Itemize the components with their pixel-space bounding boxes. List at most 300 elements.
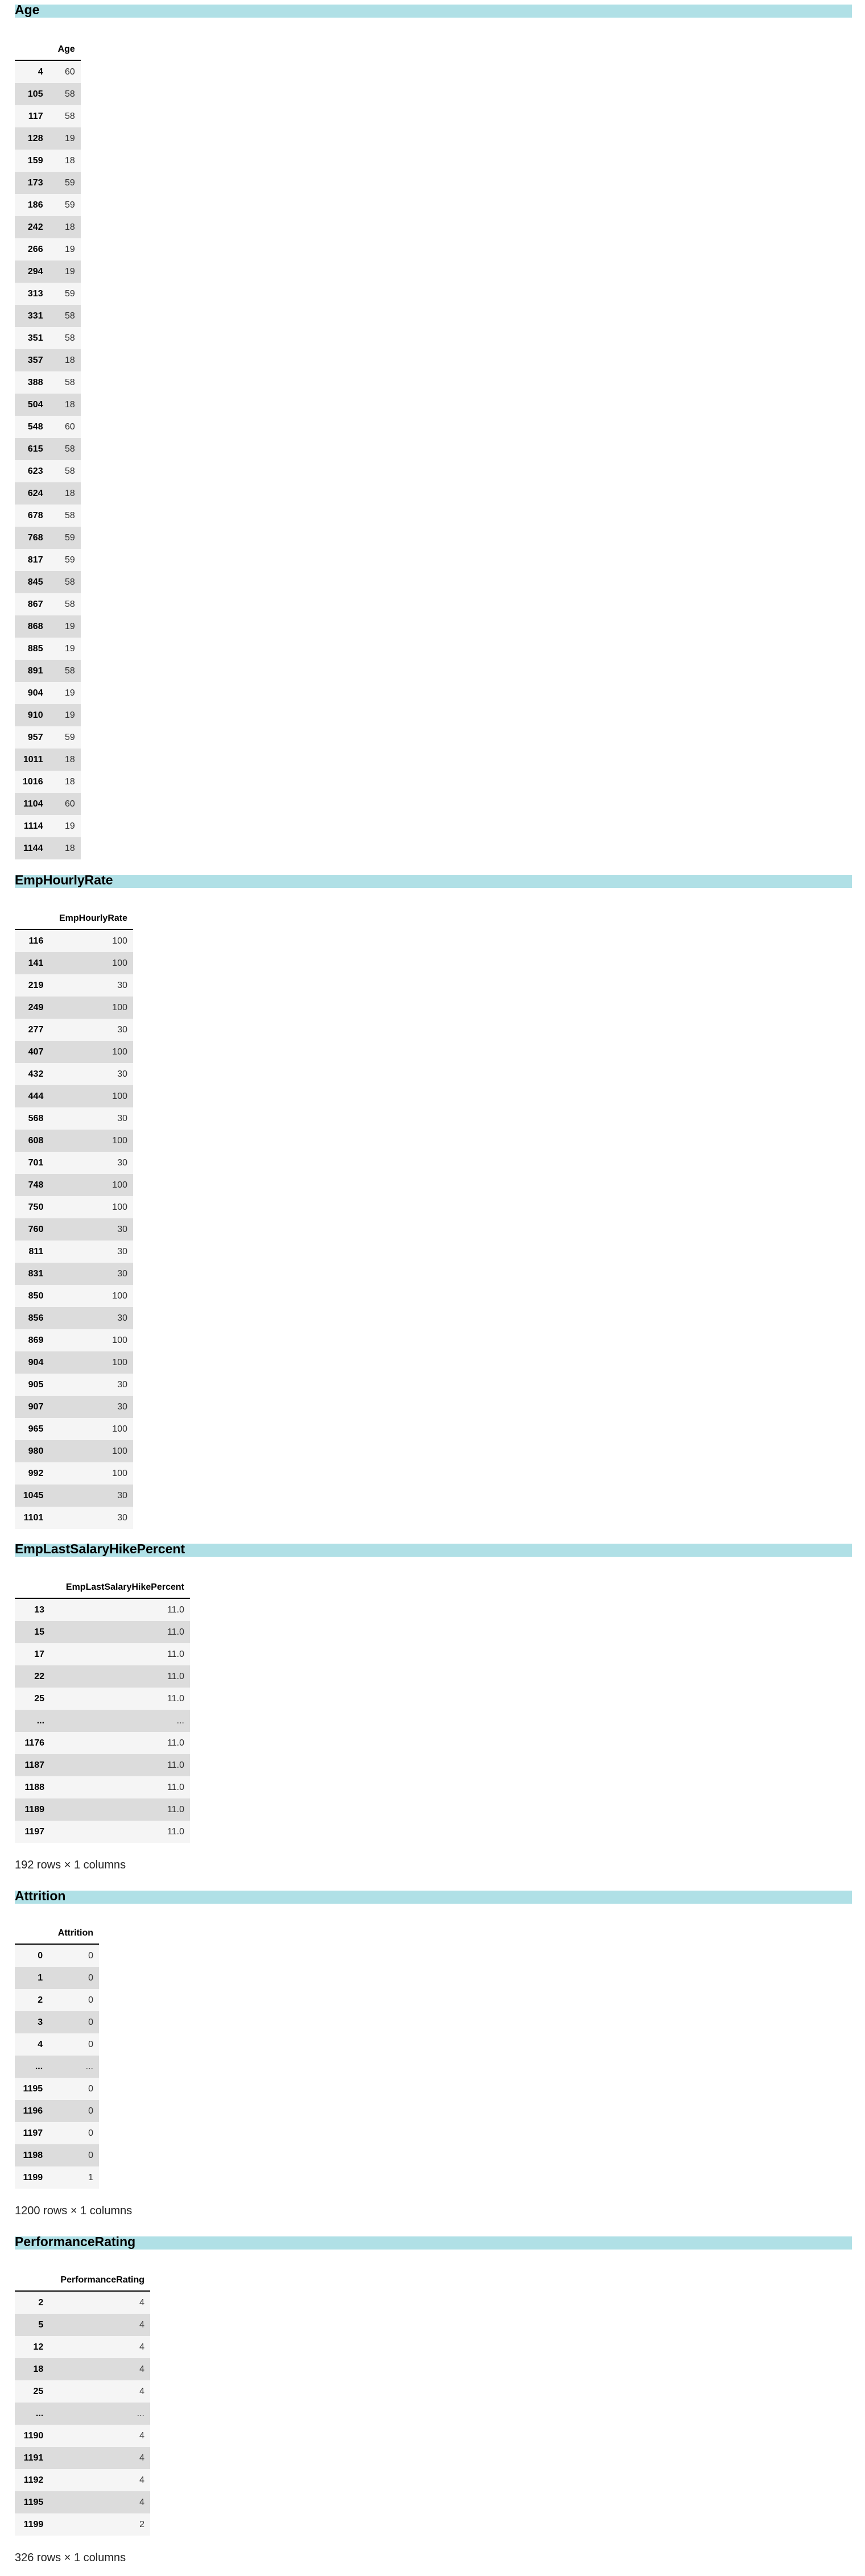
cell-value: 0 [88,2083,93,2094]
dataframe-table [15,1922,99,2189]
table-row [15,394,81,416]
row-index: 891 [27,665,43,676]
table-row [15,2469,150,2491]
row-index: 4 [38,67,43,77]
table-row [15,974,133,997]
cell-value: ... [176,1715,184,1726]
table-row [15,349,81,371]
table-row [15,60,81,83]
table-row [15,660,81,682]
cell-value: 0 [88,1995,93,2005]
cell-value: 18 [65,843,75,853]
row-index: 869 [28,1335,44,1345]
table-row [15,593,81,615]
row-index: 623 [27,466,43,476]
cell-value: 100 [112,1468,127,1478]
section-header-bar [15,5,852,18]
table-row [15,1598,190,1621]
cell-value: 11.0 [167,1738,184,1748]
row-index: 22 [34,1671,45,1681]
cell-value: 59 [65,200,75,210]
row-index: 1011 [23,754,43,764]
table-row [15,1374,133,1396]
row-index: 905 [28,1379,44,1390]
table-row [15,1485,133,1507]
row-index: 25 [33,2386,44,2396]
cell-value: 58 [65,599,75,609]
row-index: 159 [27,155,43,166]
row-index: 1191 [23,2453,44,2463]
row-index: 25 [34,1693,45,1703]
table-row [15,749,81,771]
cell-value: 11.0 [167,1826,184,1837]
table-row [15,1196,133,1218]
table-row [15,1665,190,1688]
cell-value: 4 [139,2297,144,2308]
table-row [15,1107,133,1130]
table-row [15,726,81,749]
cell-value: 58 [65,333,75,343]
table-row [15,2447,150,2469]
cell-value: 0 [88,1950,93,1961]
table-row [15,238,81,261]
table-row [15,793,81,815]
table-row [15,2166,99,2189]
cell-value: ... [136,2408,144,2418]
row-index: 907 [28,1401,44,1412]
header-row [15,1922,99,1944]
table-row [15,371,81,394]
cell-value: 18 [65,355,75,365]
cell-value: 58 [65,311,75,321]
row-index: 1196 [23,2106,43,2116]
row-index: 1192 [23,2475,44,2485]
cell-value: 59 [65,532,75,543]
table-row [15,1041,133,1063]
table-row [15,460,81,482]
table-row [15,2380,150,2403]
table-row [15,1643,190,1665]
table-row [15,2033,99,2056]
row-index: 1104 [23,799,43,809]
table-row [15,2491,150,2513]
cell-value: 58 [65,510,75,520]
cell-value: 18 [65,399,75,410]
cell-value: 100 [112,1291,127,1301]
row-index: ... [36,1715,45,1726]
row-index: ... [35,2061,43,2071]
row-index: 432 [28,1069,44,1079]
dataframe-table [15,1577,190,1843]
table-row [15,2100,99,2122]
table-row [15,305,81,327]
cell-value: 100 [112,958,127,968]
row-index: 904 [27,688,43,698]
table-row [15,1174,133,1196]
table-row [15,2291,150,2314]
column-header: PerformanceRating [52,2269,150,2291]
table-row [15,482,81,505]
cell-value: 18 [65,155,75,166]
table-row [15,1989,99,2011]
cell-value: 19 [65,133,75,143]
row-index: 0 [38,1950,43,1961]
section-title: EmpHourlyRate [15,873,113,887]
row-index: 965 [28,1424,44,1434]
row-index: 957 [27,732,43,742]
cell-value: 58 [65,444,75,454]
dataframe-table [15,39,81,859]
row-index: 1189 [24,1804,45,1814]
row-index: 1197 [23,2128,43,2138]
table-row [15,638,81,660]
row-index: 1144 [23,843,43,853]
table-row [15,194,81,216]
row-index: 141 [28,958,44,968]
cell-value: 11.0 [167,1649,184,1659]
row-index: 1176 [24,1738,45,1748]
cell-value: 30 [117,1379,127,1390]
dataframe-table [15,2269,150,2536]
table-row [15,815,81,837]
cell-value: 58 [65,377,75,387]
table-row [15,997,133,1019]
row-index: 4 [38,2039,43,2049]
cell-value: 58 [65,89,75,99]
table-row [15,1218,133,1241]
column-header: Attrition [52,1922,99,1944]
cell-value: 11.0 [167,1605,184,1615]
cell-value: 100 [112,1047,127,1057]
row-index: 817 [27,555,43,565]
cell-value: 58 [65,665,75,676]
cell-value: 30 [117,980,127,990]
column-header: EmpLastSalaryHikePercent [53,1577,190,1598]
cell-value: 100 [112,936,127,946]
table-row [15,1063,133,1085]
cell-value: 2 [139,2519,144,2529]
cell-value: 30 [117,1113,127,1123]
row-index: 1114 [23,821,43,831]
row-index: 407 [28,1047,44,1057]
row-index: 17 [34,1649,45,1659]
row-index: 548 [27,421,43,432]
dataframe-shape: 192 rows × 1 columns [15,1859,126,1871]
cell-value: 100 [112,1357,127,1367]
row-index: 13 [34,1605,45,1615]
table-row [15,1798,190,1821]
table-row [15,283,81,305]
row-index: 1195 [23,2497,44,2507]
table-row [15,1776,190,1798]
cell-value: 18 [65,776,75,787]
row-index: 568 [28,1113,44,1123]
row-index: 856 [28,1313,44,1323]
table-row [15,527,81,549]
table-row [15,505,81,527]
table-row [15,2314,150,2336]
header-row [15,2269,150,2291]
row-index: 219 [28,980,44,990]
table-row [15,1307,133,1329]
table-row [15,549,81,571]
table-row [15,172,81,194]
row-index: 750 [28,1202,44,1212]
cell-value: 4 [139,2364,144,2374]
row-index: 12 [33,2342,44,2352]
section-title: Attrition [15,1888,66,1903]
dataframe-shape: 326 rows × 1 columns [15,2552,126,2564]
cell-value: 19 [65,688,75,698]
row-index: 388 [27,377,43,387]
row-index: 249 [28,1002,44,1012]
cell-value: 60 [65,421,75,432]
row-index: 242 [27,222,43,232]
column-header: EmpHourlyRate [52,908,133,929]
cell-value: 0 [88,2106,93,2116]
index-header [15,908,52,929]
table-row [15,1507,133,1529]
cell-value: 30 [117,1490,127,1500]
row-index: 1016 [23,776,43,787]
table-row [15,1285,133,1307]
cell-value: 60 [65,67,75,77]
cell-value: 100 [112,1424,127,1434]
table-row [15,83,81,105]
table-row [15,2078,99,2100]
table-row [15,1754,190,1776]
cell-value: 0 [88,1973,93,1983]
row-index: 331 [27,311,43,321]
row-index: 313 [27,288,43,299]
table-row [15,1130,133,1152]
row-index: 768 [27,532,43,543]
cell-value: 18 [65,222,75,232]
row-index: 608 [28,1135,44,1146]
cell-value: 59 [65,555,75,565]
row-index: 444 [28,1091,44,1101]
row-index: 15 [34,1627,45,1637]
row-index: 277 [28,1024,44,1035]
row-index: 1199 [23,2519,44,2529]
table-row [15,2336,150,2358]
table-row [15,571,81,593]
row-index: 1198 [23,2150,43,2160]
cell-value: 58 [65,577,75,587]
row-index: 845 [27,577,43,587]
table-row [15,327,81,349]
table-row [15,1351,133,1374]
row-index: 992 [28,1468,44,1478]
table-row [15,1019,133,1041]
cell-value: 100 [112,1335,127,1345]
cell-value: 4 [139,2475,144,2485]
row-index: 357 [27,355,43,365]
table-row [15,216,81,238]
table-row [15,105,81,127]
row-index: 760 [28,1224,44,1234]
row-index: 904 [28,1357,44,1367]
row-index: 1 [38,1973,43,1983]
row-index: 701 [28,1157,44,1168]
cell-value: 100 [112,1091,127,1101]
cell-value: 100 [112,1446,127,1456]
table-row [15,2425,150,2447]
row-index: 1101 [23,1512,44,1523]
row-index: 5 [38,2319,44,2330]
cell-value: 0 [88,2128,93,2138]
section-header-bar [15,875,852,888]
table-row [15,1152,133,1174]
row-index: 811 [28,1246,44,1256]
row-index: 105 [27,89,43,99]
table-row [15,929,133,952]
cell-value: 100 [112,1202,127,1212]
cell-value: 4 [139,2497,144,2507]
cell-value: 11.0 [167,1782,184,1792]
row-index: 624 [27,488,43,498]
table-row [15,615,81,638]
row-index: 868 [27,621,43,631]
row-index: ... [35,2408,44,2418]
table-row [15,1688,190,1710]
table-row [15,682,81,704]
row-index: 980 [28,1446,44,1456]
section-header-bar [15,1891,852,1904]
cell-value: 59 [65,288,75,299]
row-index: 3 [38,2017,43,2027]
index-header [15,1922,52,1944]
table-row [15,771,81,793]
section-title: Age [15,2,40,17]
table-row [15,2011,99,2033]
cell-value: 59 [65,732,75,742]
table-row [15,1732,190,1754]
column-header: Age [52,39,81,60]
row-index: 831 [28,1268,44,1279]
cell-value: ... [85,2061,93,2071]
table-row [15,1329,133,1351]
cell-value: 100 [112,1002,127,1012]
row-index: 1190 [23,2430,44,2441]
row-index: 351 [27,333,43,343]
cell-value: 100 [112,1135,127,1146]
cell-value: 30 [117,1313,127,1323]
cell-value: 18 [65,754,75,764]
table-row [15,1085,133,1107]
index-header [15,2269,52,2291]
cell-value: 30 [117,1024,127,1035]
table-row [15,1241,133,1263]
table-row [15,438,81,460]
row-index: 173 [27,177,43,188]
row-index: 128 [27,133,43,143]
table-row [15,261,81,283]
row-index: 266 [27,244,43,254]
dataframe-table [15,908,133,1529]
cell-value: 18 [65,488,75,498]
section-title: PerformanceRating [15,2234,136,2249]
row-index: 504 [27,399,43,410]
cell-value: 11.0 [167,1671,184,1681]
cell-value: 30 [117,1401,127,1412]
cell-value: 19 [65,266,75,276]
table-row [15,837,81,859]
row-index: 18 [33,2364,44,2374]
cell-value: 60 [65,799,75,809]
cell-value: 19 [65,710,75,720]
row-index: 116 [28,936,44,946]
row-index: 1199 [23,2172,43,2182]
cell-value: 11.0 [167,1804,184,1814]
cell-value: 100 [112,1180,127,1190]
table-row [15,1396,133,1418]
cell-value: 30 [117,1512,127,1523]
cell-value: 0 [88,2039,93,2049]
cell-value: 58 [65,111,75,121]
index-header [15,39,52,60]
cell-value: 11.0 [167,1760,184,1770]
table-row [15,1710,190,1732]
table-row [15,1263,133,1285]
row-index: 678 [27,510,43,520]
cell-value: 59 [65,177,75,188]
row-index: 1195 [23,2083,43,2094]
cell-value: 4 [139,2319,144,2330]
row-index: 885 [27,643,43,654]
table-row [15,150,81,172]
cell-value: 11.0 [167,1627,184,1637]
row-index: 1197 [24,1826,45,1837]
cell-value: 19 [65,244,75,254]
row-index: 850 [28,1291,44,1301]
cell-value: 19 [65,643,75,654]
index-header [15,1577,53,1598]
section-header-bar [15,2236,852,2250]
cell-value: 4 [139,2386,144,2396]
cell-value: 11.0 [167,1693,184,1703]
table-row [15,416,81,438]
row-index: 1045 [23,1490,44,1500]
row-index: 1188 [24,1782,45,1792]
row-index: 294 [27,266,43,276]
row-index: 2 [38,2297,44,2308]
cell-value: 4 [139,2342,144,2352]
cell-value: 30 [117,1224,127,1234]
table-row [15,2056,99,2078]
cell-value: 58 [65,466,75,476]
cell-value: 0 [88,2150,93,2160]
cell-value: 30 [117,1268,127,1279]
cell-value: 19 [65,821,75,831]
row-index: 615 [27,444,43,454]
row-index: 867 [27,599,43,609]
table-row [15,1621,190,1643]
row-index: 117 [28,111,43,121]
cell-value: 30 [117,1246,127,1256]
row-index: 186 [27,200,43,210]
table-row [15,2358,150,2380]
header-row [15,39,81,60]
table-row [15,2403,150,2425]
table-row [15,2513,150,2536]
cell-value: 30 [117,1069,127,1079]
table-row [15,1821,190,1843]
table-row [15,2122,99,2144]
table-row [15,1462,133,1485]
table-row [15,1440,133,1462]
table-row [15,1967,99,1989]
